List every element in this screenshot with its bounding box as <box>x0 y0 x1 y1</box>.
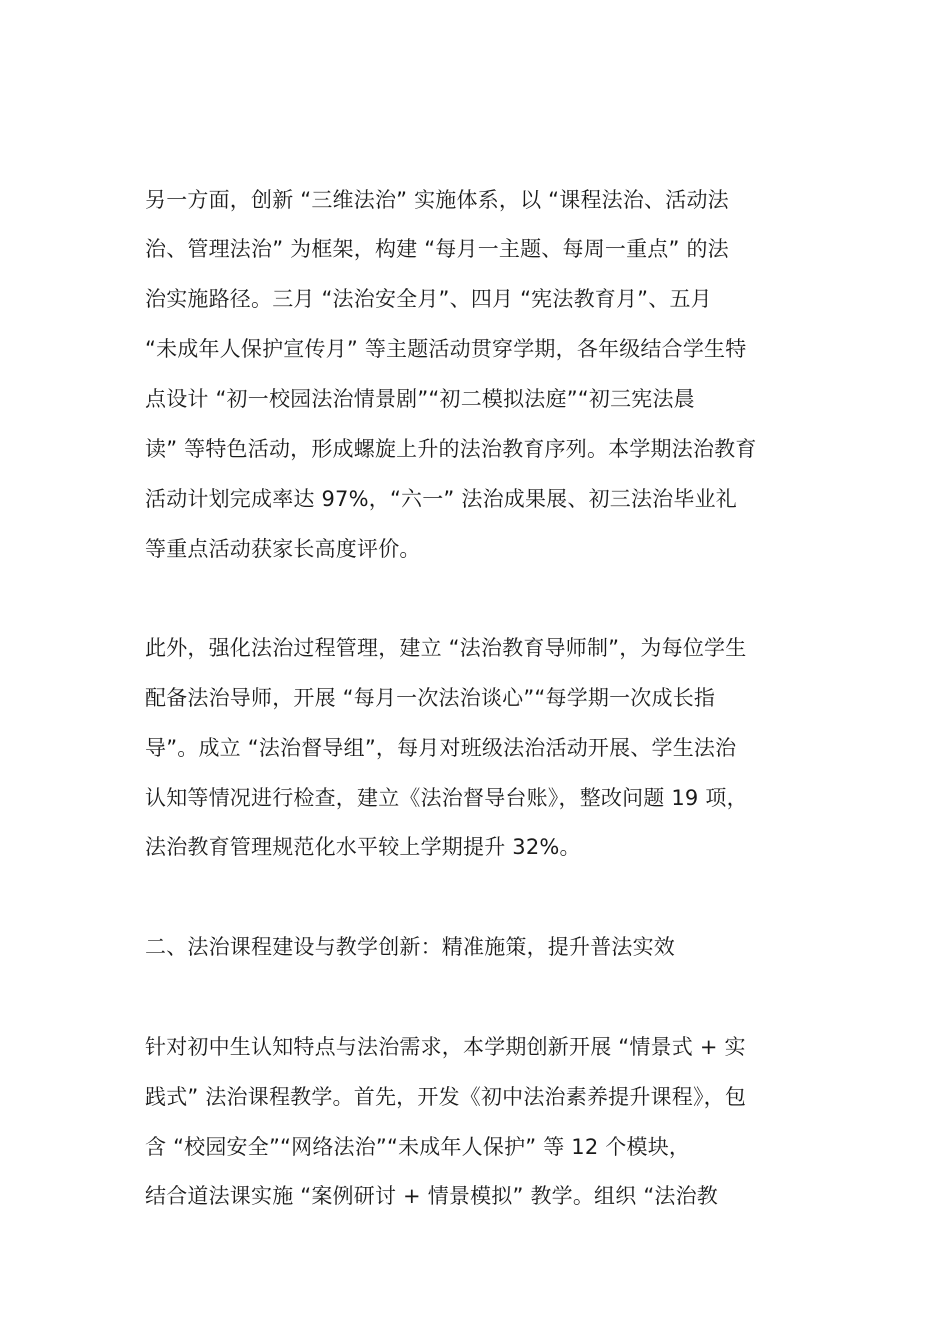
section-heading: 二、法治课程建设与教学创新：精准施策，提升普法实效 <box>145 935 675 959</box>
paragraph-3-line-3: 含 “校园安全”“网络法治”“未成年人保护” 等 12 个模块， <box>145 1135 691 1159</box>
paragraph-2-line-3: 导”。成立 “法治督导组”，每月对班级法治活动开展、学生法治 <box>145 736 737 760</box>
paragraph-1-line-4: “未成年人保护宣传月” 等主题活动贯穿学期，各年级结合学生特 <box>145 337 747 361</box>
paragraph-1-line-3: 治实施路径。三月 “法治安全月”、四月 “宪法教育月”、五月 <box>145 287 712 311</box>
paragraph-1-line-5: 点设计 “初一校园法治情景剧”“初二模拟法庭”“初三宪法晨 <box>145 387 695 411</box>
paragraph-1-line-6: 读” 等特色活动，形成螺旋上升的法治教育序列。本学期法治教育 <box>145 437 757 461</box>
paragraph-1-line-2: 治、管理法治” 为框架，构建 “每月一主题、每周一重点” 的法 <box>145 237 729 261</box>
paragraph-3-line-1: 针对初中生认知特点与法治需求，本学期创新开展 “情景式 + 实 <box>145 1035 746 1059</box>
paragraph-1-line-1: 另一方面，创新 “三维法治” 实施体系，以 “课程法治、活动法 <box>145 188 729 212</box>
paragraph-2-line-2: 配备法治导师，开展 “每月一次法治谈心”“每学期一次成长指 <box>145 686 716 710</box>
paragraph-3-line-4: 结合道法课实施 “案例研讨 + 情景模拟” 教学。组织 “法治教 <box>145 1184 719 1208</box>
paragraph-1-line-7: 活动计划完成率达 97%，“六一” 法治成果展、初三法治毕业礼 <box>145 487 737 511</box>
paragraph-2-line-5: 法治教育管理规范化水平较上学期提升 32%。 <box>145 835 581 859</box>
paragraph-3-line-2: 践式” 法治课程教学。首先，开发《初中法治素养提升课程》，包 <box>145 1085 747 1109</box>
paragraph-2-line-1: 此外，强化法治过程管理，建立 “法治教育导师制”，为每位学生 <box>145 636 747 660</box>
paragraph-2-line-4: 认知等情况进行检查，建立《法治督导台账》，整改问题 19 项， <box>145 786 748 810</box>
paragraph-1-line-8: 等重点活动获家长高度评价。 <box>145 537 421 561</box>
